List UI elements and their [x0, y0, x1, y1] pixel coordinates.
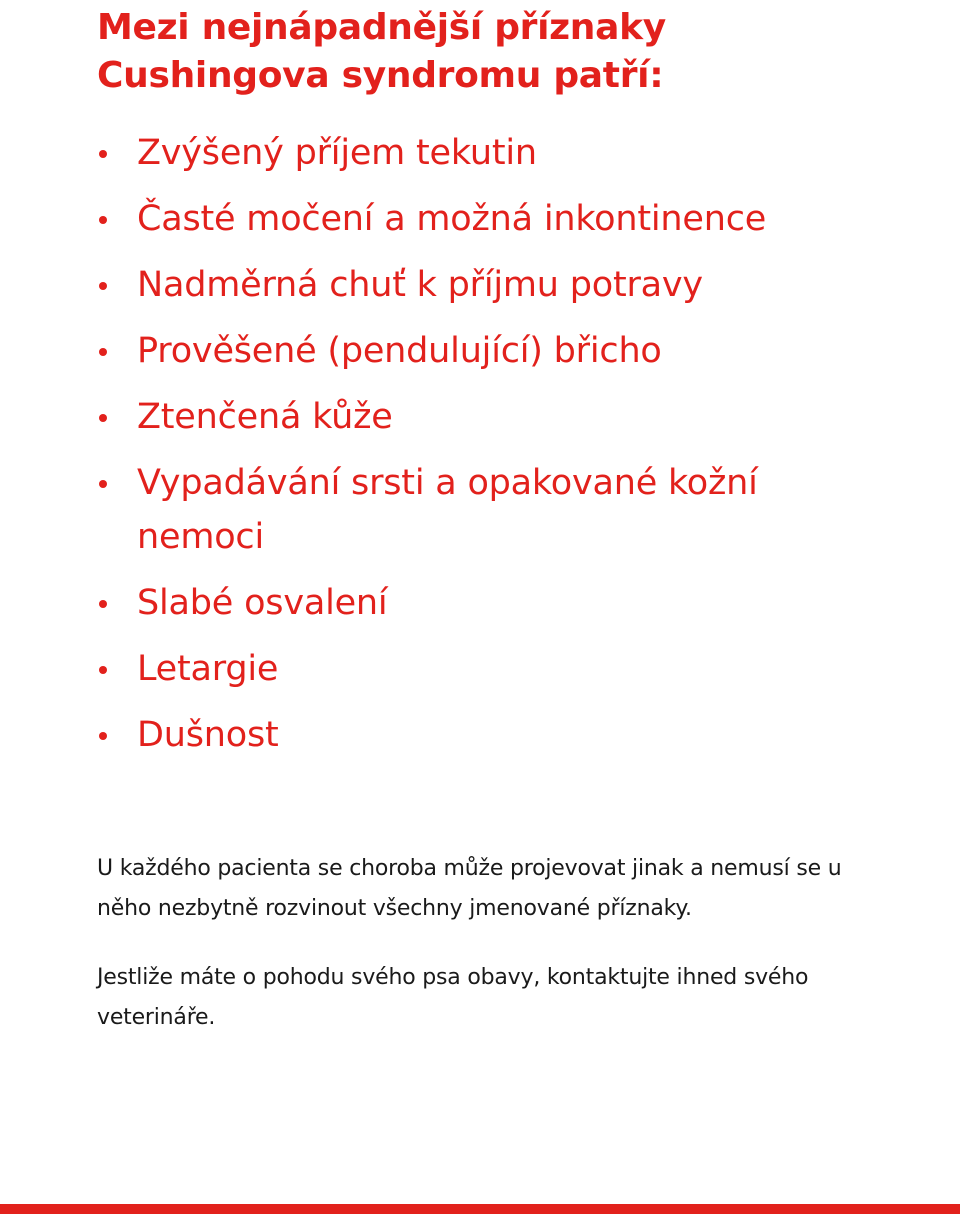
list-item — [97, 126, 877, 180]
bottom-accent-bar — [0, 1204, 960, 1214]
bullet-icon — [99, 216, 107, 224]
list-item — [97, 642, 877, 696]
symptom-label: Slabé osvalení — [137, 583, 388, 623]
list-item — [97, 324, 877, 378]
bullet-icon — [99, 600, 107, 608]
title-line-1: Mezi nejnápadnější příznaky — [97, 7, 666, 48]
list-item — [97, 456, 877, 564]
bullet-icon — [99, 732, 107, 740]
title-line-2: Cushingova syndromu patří: — [97, 55, 664, 96]
symptom-label: Zvýšený příjem tekutin — [137, 133, 537, 173]
list-item — [97, 576, 877, 630]
list-item — [97, 192, 877, 246]
bullet-icon — [99, 414, 107, 422]
bullet-icon — [99, 480, 107, 488]
list-item — [97, 708, 877, 762]
symptom-label: Dušnost — [137, 715, 279, 755]
list-item — [97, 390, 877, 444]
contact-note: Jestliže máte o pohodu svého psa obavy, kontaktujte ihned svého veterináře. — [97, 965, 809, 1030]
symptom-label: Časté močení a možná inkontinence — [137, 199, 767, 239]
symptom-label: Prověšené (pendulující) břicho — [137, 331, 662, 371]
symptom-label: Letargie — [137, 649, 279, 689]
list-item — [97, 258, 877, 312]
symptom-list — [97, 126, 877, 774]
symptom-label: Ztenčená kůže — [137, 397, 393, 437]
page-title — [97, 4, 917, 100]
bullet-icon — [99, 282, 107, 290]
variability-note: U každého pacienta se choroba může projevovat jinak a nemusí se u něho nezbytně rozvinout všechny jmenované příznaky. — [97, 856, 842, 921]
symptom-label: Vypadávání srsti a opakované kožní nemoci — [137, 463, 758, 557]
symptom-label: Nadměrná chuť k příjmu potravy — [137, 265, 703, 305]
bullet-icon — [99, 150, 107, 158]
bullet-icon — [99, 348, 107, 356]
bullet-icon — [99, 666, 107, 674]
